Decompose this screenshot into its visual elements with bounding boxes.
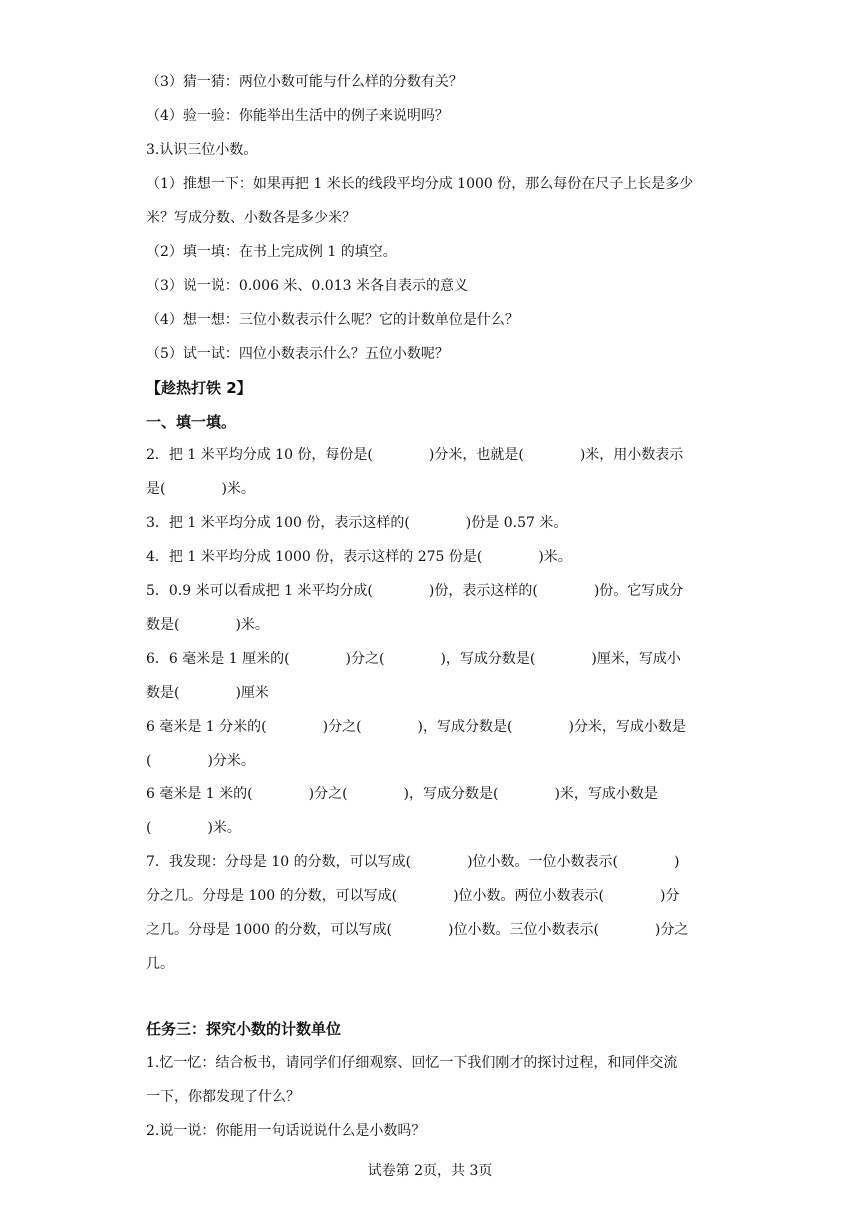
text-line: 6．6 毫米是 1 厘米的( )分之( )，写成分数是( )厘米，写成小	[146, 651, 681, 667]
section-heading: 一、填一填。	[146, 413, 237, 431]
text-line: 4．把 1 米平均分成 1000 份，表示这样的 275 份是( )米。	[146, 549, 572, 565]
text-line: 2．把 1 米平均分成 10 份，每份是( )分米，也就是( )米，用小数表示	[146, 447, 684, 463]
text-line: 3．把 1 米平均分成 100 份，表示这样的( )份是 0.57 米。	[146, 515, 568, 531]
text-line: 是( )米。	[146, 481, 255, 497]
text-line: （4）验一验：你能举出生活中的例子来说明吗？	[146, 108, 449, 124]
page-footer: 试卷第 2页，共 3页	[367, 1163, 493, 1179]
text-line: 米？写成分数、小数各是多少米？	[146, 210, 356, 226]
text-line: 1.忆一忆：结合板书，请同学们仔细观察、回忆一下我们刚才的探讨过程，和同伴交流	[146, 1055, 678, 1071]
text-line: 3.认识三位小数。	[146, 142, 258, 158]
text-line: 数是( )厘米	[146, 685, 269, 701]
text-line: 之几。分母是 1000 的分数，可以写成( )位小数。三位小数表示( )分之	[146, 922, 689, 938]
text-line: 6 毫米是 1 米的( )分之( )，写成分数是( )米，写成小数是	[146, 786, 658, 802]
text-line: 7．我发现：分母是 10 的分数，可以写成( )位小数。一位小数表示( )	[146, 854, 680, 870]
text-line: （4）想一想：三位小数表示什么呢？它的计数单位是什么？	[146, 312, 519, 328]
text-line: ( )分米。	[146, 753, 255, 769]
text-line: （2）填一填：在书上完成例 1 的填空。	[146, 244, 397, 260]
text-line: ( )米。	[146, 820, 241, 836]
text-line: （1）推想一下：如果再把 1 米长的线段平均分成 1000 份，那么每份在尺子上长是多少	[146, 176, 694, 192]
section-heading: 【趁热打铁 2】	[146, 379, 252, 397]
text-line: 几。	[146, 956, 174, 972]
section-heading: 任务三：探究小数的计数单位	[146, 1020, 342, 1038]
text-line: （3）猜一猜：两位小数可能与什么样的分数有关？	[146, 74, 463, 90]
text-line: 2.说一说：你能用一句话说说什么是小数吗？	[146, 1123, 426, 1139]
text-line: 5．0.9 米可以看成把 1 米平均分成( )份，表示这样的( )份。它写成分	[146, 583, 684, 599]
text-line: 一下，你都发现了什么？	[146, 1089, 300, 1105]
text-line: （5）试一试：四位小数表示什么？五位小数呢？	[146, 346, 449, 362]
text-line: （3）说一说：0.006 米、0.013 米各自表示的意义	[146, 278, 468, 294]
text-line: 数是( )米。	[146, 617, 269, 633]
text-line: 分之几。分母是 100 的分数，可以写成( )位小数。两位小数表示( )分	[146, 888, 680, 904]
text-line: 6 毫米是 1 分米的( )分之( )，写成分数是( )分米，写成小数是	[146, 719, 686, 735]
